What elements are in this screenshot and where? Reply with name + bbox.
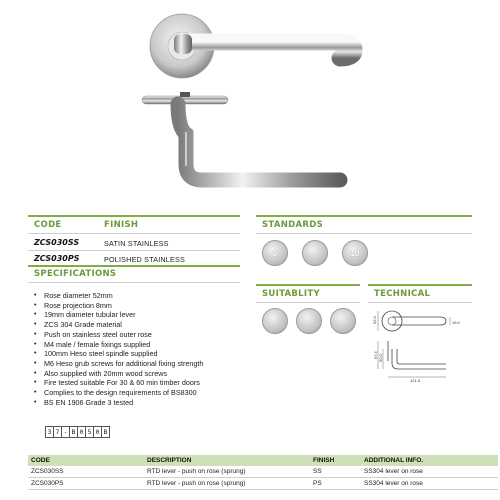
product-code-boxes [45, 426, 110, 438]
code-row-divider [28, 250, 240, 251]
commercial-badge-icon [330, 308, 356, 334]
code-section-top-rule [28, 215, 240, 217]
code-row-1-code: ZCS030SS [34, 238, 80, 247]
dimension-label: 121.5 [410, 378, 421, 383]
table-row [28, 466, 498, 478]
spec-item: • 19mm diameter tubular lever [34, 310, 244, 320]
fire-rated-badge-icon [302, 240, 328, 266]
specifications-top-rule [28, 265, 240, 267]
table-cell: SS [310, 466, 361, 478]
dimension-label: 50.0 [378, 354, 383, 362]
spec-item: • M4 male / female fixings supplied [34, 340, 244, 350]
column-header: FINISH [310, 455, 361, 466]
code-digit: 7 [53, 426, 61, 438]
specifications-heading: SPECIFICATIONS [34, 269, 117, 279]
spec-item: • Also supplied with 20mm wood screws [34, 369, 244, 379]
code-digit: - [61, 426, 69, 438]
dimension-label: 67.5 [373, 351, 378, 359]
standards-divider [256, 233, 472, 234]
table-cell: SS304 lever on rose [361, 478, 498, 490]
specifications-divider [28, 282, 240, 283]
code-heading: CODE [34, 220, 62, 230]
standards-badges [262, 240, 368, 266]
code-section-divider [28, 233, 240, 234]
spec-item: • 100mm Heso steel spindle supplied [34, 349, 244, 359]
code-digit: 0 [93, 426, 101, 438]
table-header-row [28, 455, 498, 466]
dimension-label: 52.0 [372, 316, 377, 324]
table-cell: PS [310, 478, 361, 490]
spec-item: • Push on stainless steel outer rose [34, 330, 244, 340]
code-digit: B [101, 426, 110, 438]
suitability-top-rule [256, 284, 360, 286]
spec-item: • Complies to the design requirements of BS8300 [34, 388, 244, 398]
technical-drawing [370, 305, 470, 385]
code-digit: 5 [85, 426, 93, 438]
spec-item: • BS EN 1906 Grade 3 tested [34, 398, 244, 408]
code-digit: 0 [77, 426, 85, 438]
suitability-divider [256, 302, 360, 303]
wheelchair-badge-icon [296, 308, 322, 334]
table-cell: RTD lever - push on rose (sprung) [144, 466, 310, 478]
product-table [28, 455, 498, 490]
code-row-1-finish: SATIN STAINLESS [104, 239, 169, 248]
code-row-2-finish: POLISHED STAINLESS [104, 255, 185, 264]
guarantee-badge-icon: 10 [342, 240, 368, 266]
residential-badge-icon [262, 308, 288, 334]
column-header: DESCRIPTION [144, 455, 310, 466]
product-image [130, 4, 370, 200]
grade-badge-icon: 3 [262, 240, 288, 266]
suitability-badges [262, 308, 356, 334]
lever-handle-illustration [130, 4, 370, 200]
suitability-heading: SUITABLITY [262, 289, 320, 299]
spec-item: • Rose projection 8mm [34, 301, 244, 311]
table-cell: ZCS030SS [28, 466, 144, 478]
code-digit: B [69, 426, 77, 438]
technical-top-rule [368, 284, 472, 286]
code-digit: 3 [45, 426, 53, 438]
technical-heading: TECHNICAL [374, 289, 431, 299]
spec-item: • M6 Heso grub screws for additional fixing strength [34, 359, 244, 369]
specifications-list [34, 291, 244, 407]
standards-top-rule [256, 215, 472, 217]
code-row-2-code: ZCS030PS [34, 254, 80, 263]
finish-heading: FINISH [104, 220, 139, 230]
table-row [28, 478, 498, 490]
spec-item: • ZCS 304 Grade material [34, 320, 244, 330]
technical-divider [368, 302, 472, 303]
spec-item: • Fire tested suitable For 30 & 60 min timber doors [34, 378, 244, 388]
dimension-label: 19.0 [452, 320, 460, 325]
spec-item: • Rose diameter 52mm [34, 291, 244, 301]
table-cell: SS304 lever on rose [361, 466, 498, 478]
table-cell: ZCS030PS [28, 478, 144, 490]
column-header: CODE [28, 455, 144, 466]
table-cell: RTD lever - push on rose (sprung) [144, 478, 310, 490]
standards-heading: STANDARDS [262, 220, 324, 230]
column-header: ADDITIONAL INFO. [361, 455, 498, 466]
